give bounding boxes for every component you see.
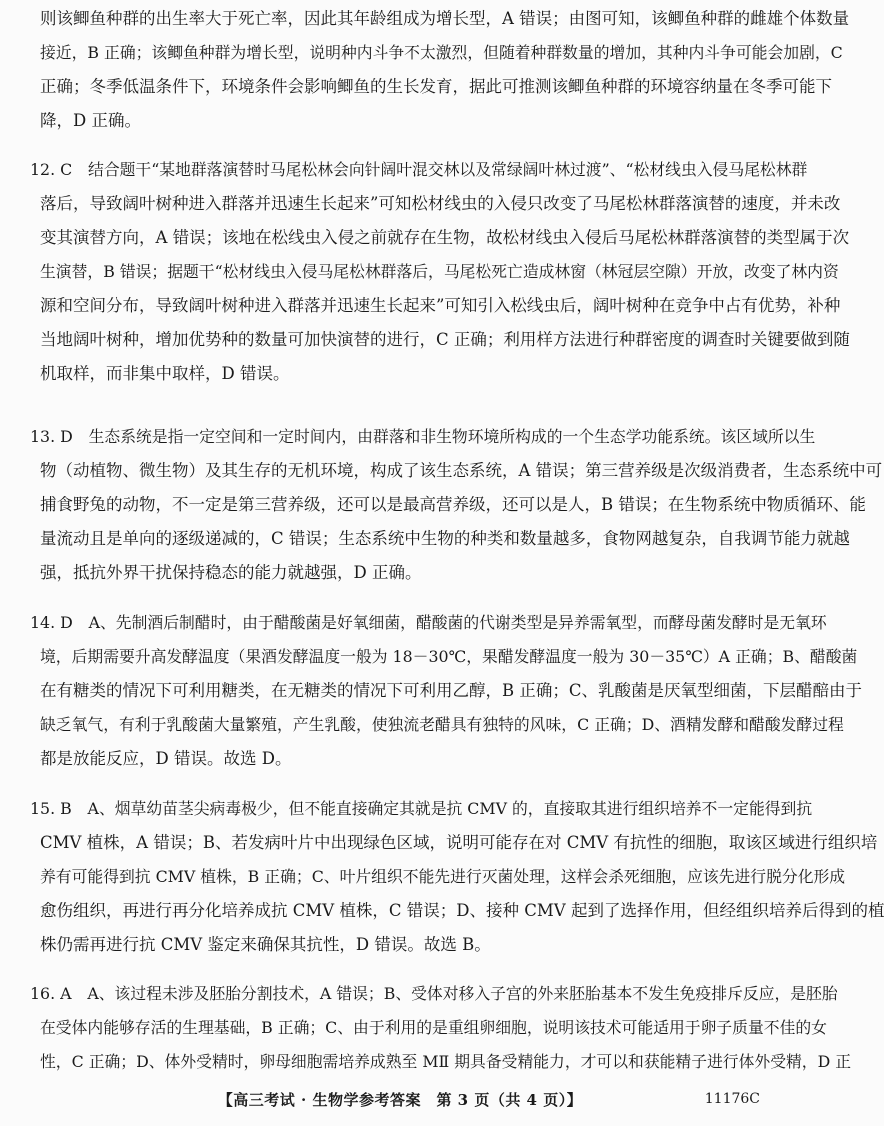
text-line: 正确；冬季低温条件下，环境条件会影响鲫鱼的生长发育，据此可推测该鲫鱼种群的环境容纳量在冬季可能下 — [40, 77, 832, 96]
answer-heading-line: 16. A A、该过程未涉及胚胎分割技术，A 错误；B、受体对移入子宫的外来胚胎基本不发生免疫排斥反应，是胚胎 — [30, 984, 838, 1003]
answer-heading-line: 14. D A、先制酒后制醋时，由于醋酸菌是好氧细菌，醋酸菌的代谢类型是异养需氧型，而酵母菌发酵时是无氧环 — [30, 613, 827, 632]
text-line: 在有糖类的情况下可利用糖类，在无糖类的情况下可利用乙醇，B 正确；C、乳酸菌是厌氧型细菌，下层醋醅由于 — [40, 681, 862, 700]
text-line: 机取样，而非集中取样，D 错误。 — [40, 364, 290, 383]
text-line: 性，C 正确；D、体外受精时，卵母细胞需培养成熟至 MⅡ 期具备受精能力，才可以和获能精子进行体外受精，D 正 — [40, 1052, 852, 1071]
text-line: 缺乏氧气，有利于乳酸菌大量繁殖，产生乳酸，使独流老醋具有独特的风味，C 正确；D、酒精发酵和醋酸发酵过程 — [40, 715, 844, 734]
answer-15 — [0, 792, 884, 962]
text-line: 境，后期需要升高发酵温度（果酒发酵温度一般为 18－30℃，果醋发酵温度一般为 30－35℃）A 正确；B、醋酸菌 — [40, 647, 858, 666]
text-line: 愈伤组织，再进行再分化培养成抗 CMV 植株，C 错误；D、接种 CMV 起到了选择作用，但经组织培养后得到的植 — [40, 901, 884, 920]
answer-13 — [0, 420, 883, 590]
text-line: 降，D 正确。 — [40, 111, 141, 130]
answer-heading-line: 15. B A、烟草幼苗茎尖病毒极少，但不能直接确定其就是抗 CMV 的，直接取其进行组织培养不一定能得到抗 — [30, 799, 813, 818]
text-line: 量流动且是单向的逐级递减的，C 错误；生态系统中生物的种类和数量越多，食物网越复杂，自我调节能力就越 — [40, 529, 850, 548]
text-line: CMV 植株，A 错误；B、若发病叶片中出现绿色区域，说明可能存在对 CMV 有抗性的细胞，取该区域进行组织培 — [40, 833, 878, 852]
text-line: 捕食野兔的动物，不一定是第三营养级，还可以是最高营养级，还可以是人，B 错误；在生物系统中物质循环、能 — [40, 495, 866, 514]
answer-12 — [0, 153, 850, 391]
answer-14 — [0, 606, 862, 776]
text-line: 变其演替方向，A 错误；该地在松线虫入侵之前就存在生物，故松材线虫入侵后马尾松林群落演替的类型属于次 — [40, 228, 850, 247]
text-line: 生演替，B 错误；据题干“松材线虫入侵马尾松林群落后，马尾松死亡造成林窗（林冠层空隙）开放，改变了林内资 — [40, 262, 839, 281]
document-code: 11176C — [704, 1091, 760, 1107]
footer-title: 【高三考试 · 生物学参考答案 第 3 页（共 4 页）】 — [217, 1091, 583, 1109]
text-line: 株仍需再进行抗 CMV 鉴定来确保其抗性，D 错误。故选 B。 — [40, 935, 491, 954]
text-line: 都是放能反应，D 错误。故选 D。 — [40, 749, 292, 768]
text-line: 源和空间分布，导致阔叶树种进入群落并迅速生长起来”可知引入松线虫后，阔叶树种在竞争中占有优势，补种 — [40, 296, 841, 315]
paragraph-11-continuation — [0, 2, 850, 138]
text-line: 当地阔叶树种，增加优势种的数量可加快演替的进行，C 正确；利用样方法进行种群密度的调查时关键要做到随 — [40, 330, 850, 349]
text-line: 接近，B 正确；该鲫鱼种群为增长型，说明种内斗争不太激烈，但随着种群数量的增加，其种内斗争可能会加剧，C — [40, 43, 843, 62]
page-footer — [0, 1086, 800, 1114]
answer-heading-line: 13. D 生态系统是指一定空间和一定时间内，由群落和非生物环境所构成的一个生态学功能系统。该区域所以生 — [30, 427, 816, 446]
text-line: 落后，导致阔叶树种进入群落并迅速生长起来”可知松材线虫的入侵只改变了马尾松林群落演替的速度，并未改 — [40, 194, 841, 213]
text-line: 强，抵抗外界干扰保持稳态的能力就越强，D 正确。 — [40, 563, 422, 582]
answer-heading-line: 12. C 结合题干“某地群落演替时马尾松林会向针阔叶混交林以及常绿阔叶林过渡”、“松材线虫入侵马尾松林群 — [30, 160, 808, 179]
text-line: 则该鲫鱼种群的出生率大于死亡率，因此其年龄组成为增长型，A 错误；由图可知，该鲫鱼种群的雌雄个体数量 — [40, 9, 850, 28]
answer-16 — [0, 977, 852, 1079]
text-line: 养有可能得到抗 CMV 植株，B 正确；C、叶片组织不能先进行灭菌处理，这样会杀死细胞，应该先进行脱分化形成 — [40, 867, 846, 886]
text-line: 在受体内能够存活的生理基础，B 正确；C、由于利用的是重组卵细胞，说明该技术可能适用于卵子质量不佳的女 — [40, 1018, 827, 1037]
text-line: 物（动植物、微生物）及其生存的无机环境，构成了该生态系统，A 错误；第三营养级是次级消费者，生态系统中可 — [40, 461, 883, 480]
